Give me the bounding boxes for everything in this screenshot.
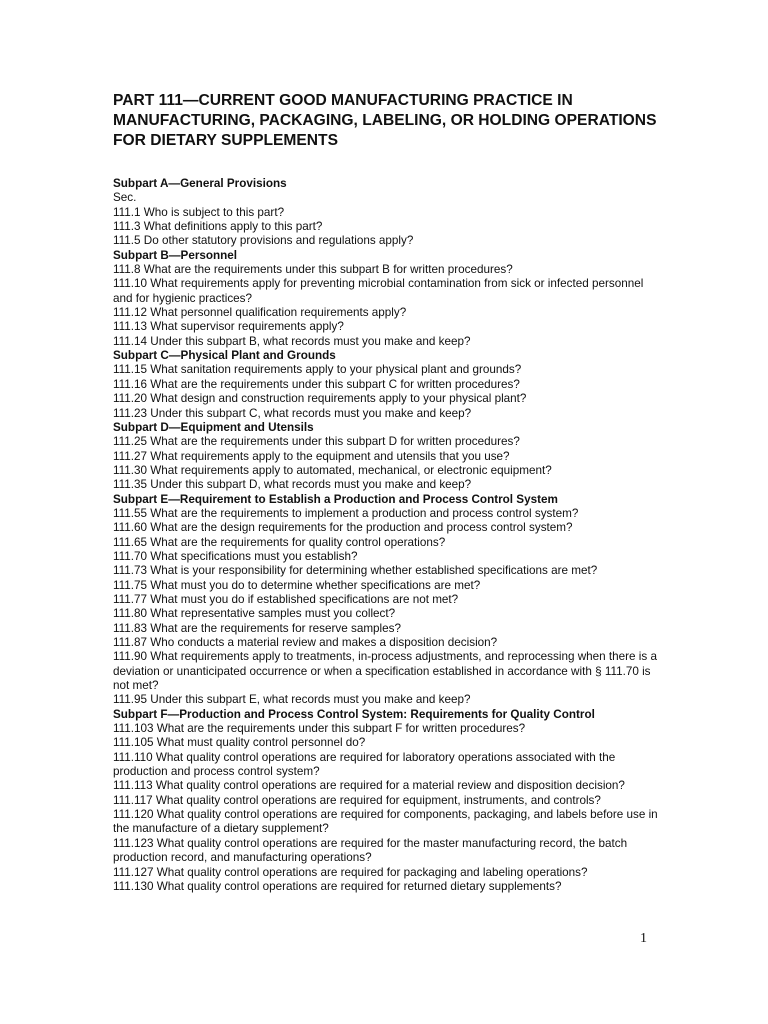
subpart-heading: Subpart F—Production and Process Control System: Requirements for Quality Control [113, 707, 595, 721]
subpart-b [113, 249, 661, 349]
subpart-d [113, 421, 661, 493]
section-entry: 111.130 What quality control operations are required for returned dietary supplements? [113, 879, 562, 893]
section-entry: 111.3 What definitions apply to this part? [113, 220, 323, 234]
section-entry: 111.35 Under this subpart D, what records must you make and keep? [113, 478, 472, 492]
section-entry: 111.23 Under this subpart C, what records must you make and keep? [113, 406, 472, 420]
section-entry: 111.103 What are the requirements under this subpart F for written procedures? [113, 722, 526, 736]
section-entry: 111.13 What supervisor requirements apply? [113, 320, 344, 334]
page-number: 1 [640, 931, 647, 946]
section-entry: 111.83 What are the requirements for reserve samples? [113, 621, 401, 635]
section-entry: 111.110 What quality control operations are required for laboratory operations associated with the production and process control system? [113, 750, 616, 779]
table-of-contents [113, 177, 661, 894]
section-entry: 111.16 What are the requirements under this subpart C for written procedures? [113, 377, 520, 391]
subpart-e [113, 493, 661, 708]
section-entry: 111.1 Who is subject to this part? [113, 205, 285, 219]
section-entry: 111.27 What requirements apply to the equipment and utensils that you use? [113, 449, 510, 463]
section-entry: 111.95 Under this subpart E, what records must you make and keep? [113, 693, 471, 707]
section-entry: 111.12 What personnel qualification requirements apply? [113, 306, 407, 320]
section-entry: 111.75 What must you do to determine whether specifications are met? [113, 578, 481, 592]
section-entry: 111.120 What quality control operations are required for components, packaging, and labels before use in the manufacture of a dietary supplement? [113, 808, 658, 836]
section-entry: 111.60 What are the design requirements for the production and process control system? [113, 521, 573, 535]
section-entry: 111.10 What requirements apply for preventing microbial contamination from sick or infected personnel and for hygienic practices? [113, 277, 644, 305]
section-entry: 111.80 What representative samples must you collect? [113, 607, 396, 621]
subpart-heading: Subpart E—Requirement to Establish a Production and Process Control System [113, 492, 558, 506]
subpart-heading: Subpart A—General Provisions [113, 177, 287, 190]
subpart-a [113, 177, 661, 249]
section-entry: 111.14 Under this subpart B, what records must you make and keep? [113, 334, 471, 348]
section-entry: 111.65 What are the requirements for quality control operations? [113, 535, 446, 549]
section-entry: 111.15 What sanitation requirements apply to your physical plant and grounds? [113, 363, 522, 377]
subpart-heading: Subpart D—Equipment and Utensils [113, 420, 314, 434]
subpart-c [113, 349, 661, 421]
section-entry: 111.77 What must you do if established specifications are not met? [113, 592, 459, 606]
section-entry: 111.90 What requirements apply to treatments, in-process adjustments, and reprocessing when there is a deviation or unanticipated occurrence or when a specification established in accordance with § 111.70 is not met? [113, 650, 657, 693]
subpart-f [113, 708, 661, 894]
subpart-heading: Subpart C—Physical Plant and Grounds [113, 349, 336, 363]
subpart-heading: Subpart B—Personnel [113, 248, 238, 262]
section-entry: 111.20 What design and construction requirements apply to your physical plant? [113, 392, 527, 406]
section-entry: 111.55 What are the requirements to implement a production and process control system? [113, 506, 579, 520]
section-entry: 111.30 What requirements apply to automated, mechanical, or electronic equipment? [113, 463, 552, 477]
section-entry: 111.8 What are the requirements under this subpart B for written procedures? [113, 263, 513, 277]
section-label: Sec. [113, 191, 137, 205]
section-entry: 111.70 What specifications must you establish? [113, 549, 358, 563]
section-entry: 111.105 What must quality control personnel do? [113, 736, 366, 750]
section-entry: 111.123 What quality control operations are required for the master manufacturing record, the batch production record, and manufacturing operations? [113, 836, 628, 865]
document-page [113, 91, 661, 894]
section-entry: 111.25 What are the requirements under this subpart D for written procedures? [113, 435, 520, 449]
section-entry: 111.5 Do other statutory provisions and regulations apply? [113, 234, 414, 248]
section-entry: 111.73 What is your responsibility for determining whether established specifications are met? [113, 564, 598, 578]
section-entry: 111.127 What quality control operations are required for packaging and labeling operations? [113, 865, 588, 879]
document-title: PART 111—CURRENT GOOD MANUFACTURING PRACTICE IN MANUFACTURING, PACKAGING, LABELING, OR HOLDING OPERATIONS FOR DIETARY SUPPLEMENTS [113, 92, 657, 149]
section-entry: 111.87 Who conducts a material review and makes a disposition decision? [113, 636, 498, 649]
section-entry: 111.117 What quality control operations are required for equipment, instruments, and controls? [113, 793, 601, 807]
section-entry: 111.113 What quality control operations are required for a material review and disposition decision? [113, 779, 625, 793]
